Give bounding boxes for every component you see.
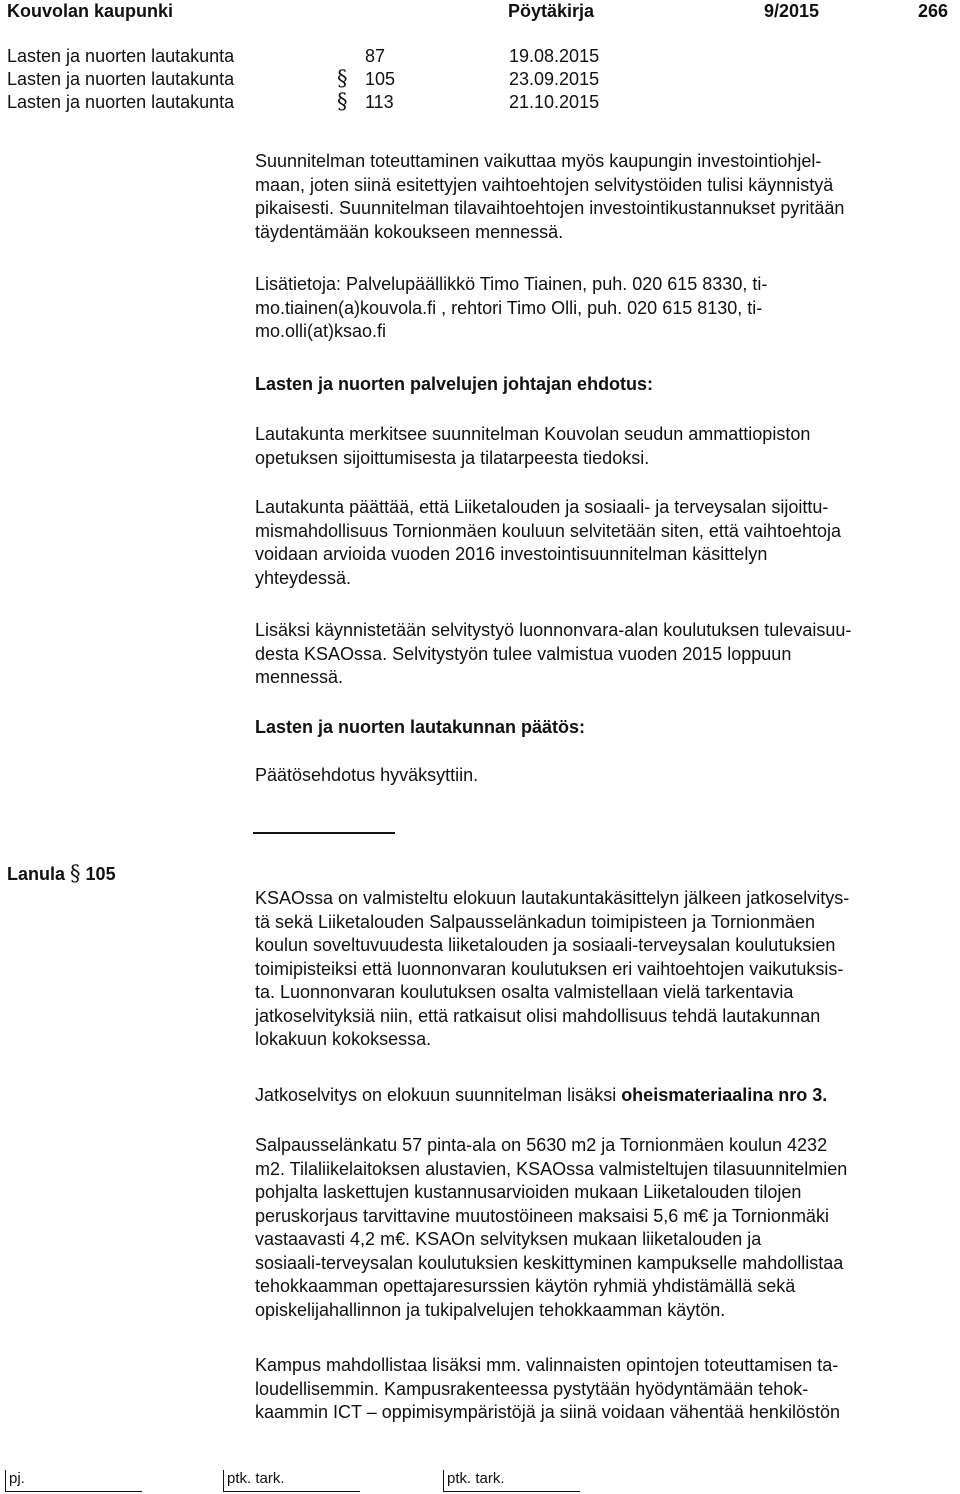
paragraph bbox=[255, 423, 955, 470]
section-symbol: § bbox=[337, 66, 348, 90]
decision-text: Päätösehdotus hyväksyttiin. bbox=[255, 765, 479, 785]
text-line: mo.tiainen(a)kouvola.fi , rehtori Timo Olli, puh. 020 615 8130, ti- bbox=[255, 297, 763, 318]
meeting-date: 23.09.2015 bbox=[509, 69, 600, 89]
text-line: ta. Luonnonvaran koulutuksen osalta valmistellaan vielä tarkentavia bbox=[255, 982, 794, 1002]
reviewer-signature-line bbox=[443, 1491, 580, 1492]
text-line: sosiaali-terveysalan koulutuksien keskittyminen kampukselle mahdollistaa bbox=[255, 1252, 844, 1273]
reviewer-signature-label: ptk. tark. bbox=[227, 1470, 285, 1487]
section-heading: Lasten ja nuorten lautakunnan päätös: bbox=[255, 717, 586, 737]
attachment-reference: oheismateriaalina nro 3. bbox=[621, 1085, 828, 1105]
side-label-text: Lanula bbox=[7, 864, 66, 884]
text-line: opiskelijahallinnon ja tukipalvelujen tehokkaamman käytön. bbox=[255, 1299, 726, 1320]
meeting-date: 21.10.2015 bbox=[509, 92, 600, 112]
section-divider bbox=[253, 832, 395, 834]
paragraph bbox=[255, 1134, 955, 1322]
contact-paragraph bbox=[255, 273, 955, 344]
paragraph bbox=[255, 1084, 955, 1108]
signature-box-edge bbox=[223, 1470, 224, 1492]
text-line: täydentämään kokoukseen mennessä. bbox=[255, 221, 564, 242]
text-line: loudellisemmin. Kampusrakenteessa pystytään hyödyntämään tehok- bbox=[255, 1378, 809, 1399]
text-line: mismahdollisuus Tornionmäen kouluun selvitetään siten, että vaihtoehtoja bbox=[255, 520, 842, 541]
text-line: Lautakunta päättää, että Liiketalouden ja sosiaali- ja terveysalan sijoittu- bbox=[255, 497, 829, 517]
section-symbol: § bbox=[70, 861, 81, 885]
text-line: Salpausselänkatu 57 pinta-ala on 5630 m2 ja Tornionmäen koulun 4232 bbox=[255, 1135, 828, 1155]
meeting-body: Lasten ja nuorten lautakunta bbox=[7, 46, 235, 66]
text-line: Lisätietoja: Palvelupäällikkö Timo Tiainen, puh. 020 615 8330, ti- bbox=[255, 274, 768, 294]
signature-box-edge bbox=[5, 1470, 6, 1492]
text-line: pohjalta laskettujen kustannusarvioiden mukaan Liiketalouden tilojen bbox=[255, 1182, 802, 1202]
text-line: vastaavasti 4,2 m€. KSAOn selvityksen mukaan liiketalouden ja bbox=[255, 1229, 762, 1249]
side-label bbox=[7, 862, 116, 886]
header-org: Kouvolan kaupunki bbox=[7, 1, 174, 21]
text-line: tä sekä Liiketalouden Salpausselänkadun toimipisteen ja Tornionmäen bbox=[255, 911, 816, 932]
text-line: lokakuun kokoksessa. bbox=[255, 1029, 432, 1049]
text-run: Jatkoselvitys on elokuun suunnitelman lisäksi bbox=[255, 1085, 622, 1105]
header-page-number: 266 bbox=[918, 1, 949, 21]
text-line: koulun soveltuvuudesta liiketalouden ja sosiaali-terveysalan koulutuksien bbox=[255, 935, 836, 955]
side-label-number: 105 bbox=[85, 864, 116, 884]
paragraph bbox=[255, 619, 955, 690]
text-line: toimipisteiksi että luonnonvaran koulutuksen eri vaihtoehtojen vaikutuksis- bbox=[255, 958, 844, 979]
paragraph bbox=[255, 887, 955, 1052]
text-line: maan, joten siinä esitettyjen vaihtoehtojen selvitystöiden tulisi käynnistyä bbox=[255, 174, 834, 195]
meeting-section: 113 bbox=[365, 92, 394, 112]
signature-box-edge bbox=[443, 1470, 444, 1492]
text-line: yhteydessä. bbox=[255, 567, 352, 588]
paragraph bbox=[255, 496, 955, 590]
meeting-body: Lasten ja nuorten lautakunta bbox=[7, 92, 235, 112]
page-header bbox=[0, 0, 960, 22]
paragraph bbox=[255, 150, 955, 244]
chair-signature-line bbox=[5, 1491, 142, 1492]
text-line: kaammin ICT – oppimisympäristöjä ja siinä voidaan vähentää henkilöstön bbox=[255, 1402, 840, 1422]
meeting-section: 105 bbox=[365, 69, 396, 89]
reviewer-signature-line bbox=[223, 1491, 360, 1492]
text-line: peruskorjaus tarvittavine muutostöineen maksaisi 5,6 m€ ja Tornionmäki bbox=[255, 1205, 829, 1226]
text-line: desta KSAOssa. Selvitystyön tulee valmistua vuoden 2015 loppuun bbox=[255, 643, 792, 664]
text-line: jatkoselvityksiä niin, että ratkaisut olisi mahdollisuus tehdä lautakunnan bbox=[255, 1005, 821, 1026]
text-line: KSAOssa on valmisteltu elokuun lautakuntakäsittelyn jälkeen jatkoselvitys- bbox=[255, 888, 850, 908]
text-line: Kampus mahdollistaa lisäksi mm. valinnaisten opintojen toteuttamisen ta- bbox=[255, 1355, 839, 1375]
paragraph bbox=[255, 1354, 955, 1425]
meeting-date: 19.08.2015 bbox=[509, 46, 600, 66]
text-line: opetuksen sijoittumisesta ja tilatarpeesta tiedoksi. bbox=[255, 447, 650, 468]
chair-signature-label: pj. bbox=[9, 1470, 25, 1487]
text-line: Lautakunta merkitsee suunnitelman Kouvolan seudun ammattiopiston bbox=[255, 424, 811, 444]
text-line: mennessä. bbox=[255, 667, 344, 687]
section-heading: Lasten ja nuorten palvelujen johtajan ehdotus: bbox=[255, 374, 654, 394]
text-line: tehokkaamman opettajaresurssien käytön ryhmiä yhdistämällä sekä bbox=[255, 1276, 796, 1296]
text-line: m2. Tilaliikelaitoksen alustavien, KSAOssa valmisteltujen tilasuunnitelmien bbox=[255, 1158, 848, 1179]
text-line: Suunnitelman toteuttaminen vaikuttaa myös kaupungin investointiohjel- bbox=[255, 151, 822, 171]
meeting-section: 87 bbox=[365, 46, 386, 66]
text-line: Lisäksi käynnistetään selvitystyö luonnonvara-alan koulutuksen tulevaisuu- bbox=[255, 620, 852, 640]
meeting-body: Lasten ja nuorten lautakunta bbox=[7, 69, 235, 89]
header-doc-type: Pöytäkirja bbox=[508, 1, 595, 21]
text-line: voidaan arvioida vuoden 2016 investointisuunnitelman käsittelyn bbox=[255, 544, 768, 564]
header-issue: 9/2015 bbox=[764, 1, 820, 21]
section-symbol: § bbox=[337, 89, 348, 113]
text-line: pikaisesti. Suunnitelman tilavaihtoehtojen investointikustannukset pyritään bbox=[255, 198, 845, 218]
text-line: mo.olli(at)ksao.fi bbox=[255, 321, 387, 341]
reviewer-signature-label: ptk. tark. bbox=[447, 1470, 505, 1487]
signature-footer bbox=[0, 1470, 960, 1494]
